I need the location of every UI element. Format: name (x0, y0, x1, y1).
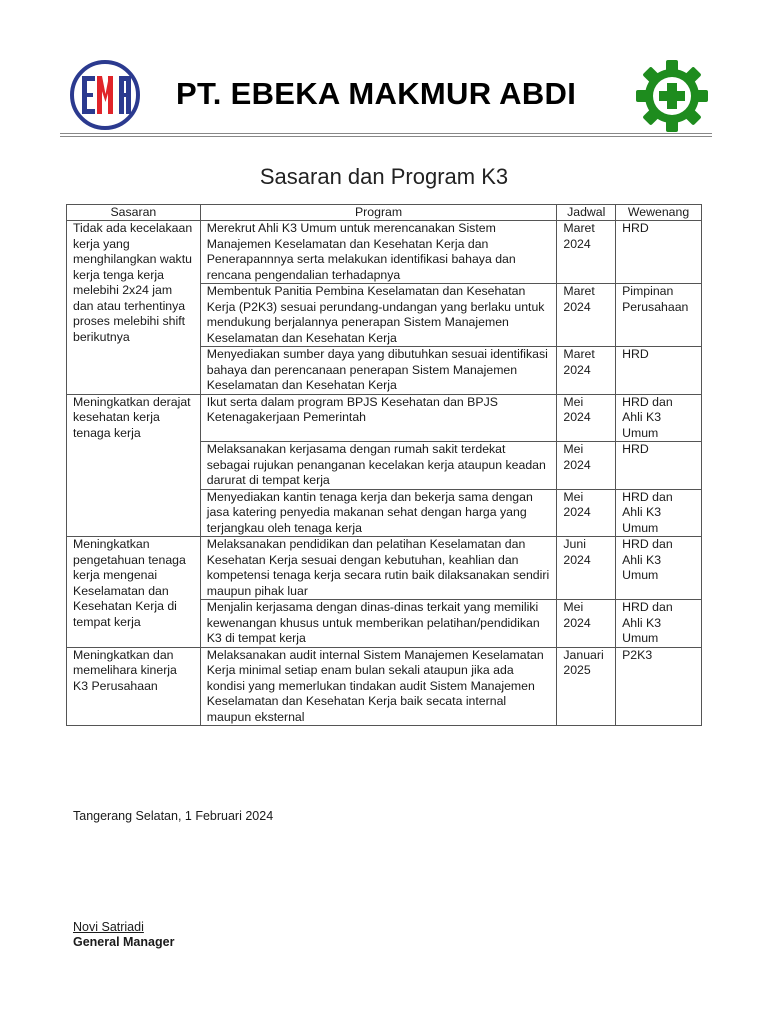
wewenang-cell: Pimpinan Perusahaan (616, 284, 702, 347)
letterhead (60, 58, 712, 138)
header-jadwal: Jadwal (557, 205, 616, 221)
jadwal-cell: Mei 2024 (557, 442, 616, 490)
program-cell: Melaksanakan audit internal Sistem Manajemen Keselamatan Kerja minimal setiap enam bulan sekali ataupun jika ada kondisi yang memerlukan tindakan audit Sistem Manajemen Keselamatan dan Kesehatan Kerja baik secata internal maupun eksternal (200, 647, 557, 726)
wewenang-cell: HRD (616, 221, 702, 284)
program-cell: Menjalin kerjasama dengan dinas-dinas terkait yang memiliki kewenangan khusus untuk memberikan pelatihan/pendidikan K3 di tempat kerja (200, 600, 557, 648)
header-sasaran: Sasaran (67, 205, 201, 221)
company-name: PT. EBEKA MAKMUR ABDI (176, 76, 577, 111)
jadwal-cell: Juni 2024 (557, 537, 616, 600)
jadwal-cell: Mei 2024 (557, 394, 616, 442)
table-row (67, 221, 702, 284)
jadwal-cell: Maret 2024 (557, 347, 616, 395)
signer-name: Novi Satriadi (73, 920, 144, 934)
header-divider-bottom (60, 136, 712, 137)
program-cell: Menyediakan sumber daya yang dibutuhkan sesuai identifikasi bahaya dan perencanaan penerapan Sistem Manajemen Keselamatan dan Kesehatan Kerja (200, 347, 557, 395)
wewenang-cell: HRD (616, 347, 702, 395)
wewenang-cell: P2K3 (616, 647, 702, 726)
wewenang-cell: HRD dan Ahli K3 Umum (616, 537, 702, 600)
header-wewenang: Wewenang (616, 205, 702, 221)
program-cell: Melaksanakan pendidikan dan pelatihan Keselamatan dan Kesehatan Kerja sesuai dengan kebutuhan, keahlian dan kompetensi tenaga kerja secara rutin baik dilaksanakan sendiri maupun pihak luar (200, 537, 557, 600)
wewenang-cell: HRD dan Ahli K3 Umum (616, 489, 702, 537)
jadwal-cell: Mei 2024 (557, 489, 616, 537)
place-date: Tangerang Selatan, 1 Februari 2024 (73, 809, 274, 823)
program-cell: Menyediakan kantin tenaga kerja dan bekerja sama dengan jasa katering penyedia makanan sehat dengan harga yang terjangkau oleh tenaga kerja (200, 489, 557, 537)
program-cell: Ikut serta dalam program BPJS Kesehatan dan BPJS Ketenagakerjaan Pemerintah (200, 394, 557, 442)
program-cell: Membentuk Panitia Pembina Keselamatan dan Kesehatan Kerja (P2K3) sesuai perundang-undangan yang berlaku untuk mendukung berjalannya penerapan Sistem Manajemen Keselamatan dan Kesehatan Kerja (200, 284, 557, 347)
jadwal-cell: Maret 2024 (557, 221, 616, 284)
ema-logo-icon (68, 58, 142, 132)
table-row (67, 647, 702, 726)
program-cell: Merekrut Ahli K3 Umum untuk merencanakan Sistem Manajemen Keselamatan dan Kesehatan Kerja dan Penerapannnya serta melakukan identifikasi bahaya dan rencana pengendalian terhadapnya (200, 221, 557, 284)
jadwal-cell: Januari 2025 (557, 647, 616, 726)
table-header-row (67, 205, 702, 221)
document-title: Sasaran dan Program K3 (259, 164, 509, 189)
wewenang-cell: HRD dan Ahli K3 Umum (616, 600, 702, 648)
jadwal-cell: Maret 2024 (557, 284, 616, 347)
header-divider-top (60, 133, 712, 134)
program-cell: Melaksanakan kerjasama dengan rumah sakit terdekat sebagai rujukan penanganan kecelakan kerja ataupun keadan darurat di tempat kerja (200, 442, 557, 490)
wewenang-cell: HRD dan Ahli K3 Umum (616, 394, 702, 442)
wewenang-cell: HRD (616, 442, 702, 490)
sasaran-cell: Meningkatkan dan memelihara kinerja K3 Perusahaan (67, 647, 201, 726)
header-program: Program (200, 205, 557, 221)
jadwal-cell: Mei 2024 (557, 600, 616, 648)
k3-safety-gear-icon (634, 58, 710, 134)
table-row (67, 537, 702, 600)
sasaran-cell: Meningkatkan pengetahuan tenaga kerja mengenai Keselamatan dan Kesehatan Kerja di tempat kerja (67, 537, 201, 648)
k3-program-table (66, 204, 702, 726)
sasaran-cell: Meningkatkan derajat kesehatan kerja tenaga kerja (67, 394, 201, 537)
sasaran-cell: Tidak ada kecelakaan kerja yang menghilangkan waktu kerja tenga kerja melebihi 2x24 jam dan atau terhentinya proses melebihi shift berikutnya (67, 221, 201, 395)
signer-title: General Manager (73, 935, 175, 949)
table-row (67, 394, 702, 442)
